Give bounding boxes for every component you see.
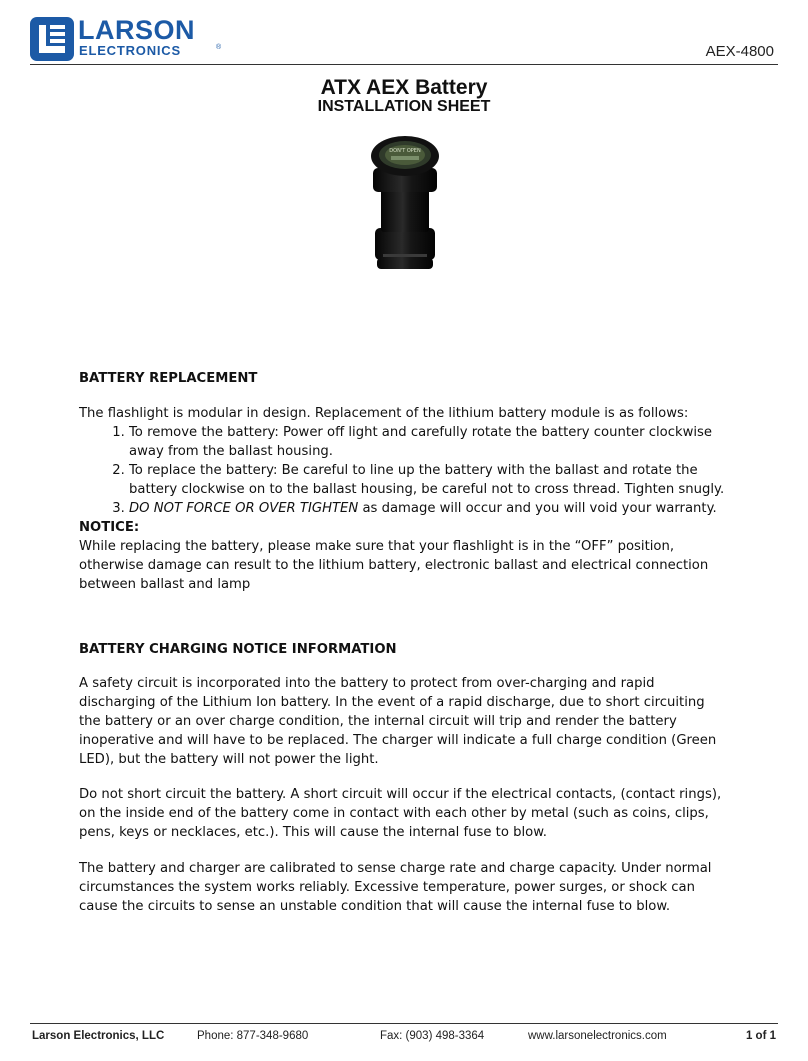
footer-phone: Phone: 877-348-9680 (197, 1030, 309, 1042)
battery-replacement-heading: BATTERY REPLACEMENT (79, 371, 258, 386)
larson-logo-icon (30, 17, 74, 61)
footer-fax: Fax: (903) 498-3364 (380, 1030, 485, 1042)
charging-paragraph-text: A safety circuit is incorporated into the battery to protect from over-charging and rapid discharging of the Lithium Ion battery. In the event of a rapid discharge, due to short circuiting the battery or an over charge condition, the internal circuit will trip and render the battery inoperative and will have to be replaced. The charger will indicate a full charge condition (Green LED), but the battery will not power the light. (79, 676, 717, 767)
company-logo (30, 15, 222, 65)
charging-notice-heading: BATTERY CHARGING NOTICE INFORMATION (79, 642, 397, 657)
replacement-step (129, 499, 729, 518)
replacement-steps (79, 423, 729, 518)
product-label-text: DON'T OPEN (389, 148, 421, 154)
step-text: as damage will occur and you will void your warranty. (358, 501, 717, 516)
charging-paragraph (79, 674, 729, 769)
charging-paragraph-text: The battery and charger are calibrated to sense charge rate and charge capacity. Under normal circumstances the system works reliably. Excessive temperature, power surges, or shock can cause the circuits to sense an unstable condition that will cause the internal fuse to blow. (79, 861, 712, 914)
logo-word-electronics: ELECTRONICS (79, 43, 181, 58)
replacement-step (129, 461, 729, 499)
footer-page-number: 1 of 1 (745, 1030, 776, 1042)
charging-paragraph (79, 859, 729, 916)
footer-website: www.larsonelectronics.com (528, 1030, 667, 1042)
battery-product-image (355, 133, 455, 275)
step-text: To replace the battery: Be careful to line up the battery with the ballast and rotate the battery clockwise on to the ballast housing, be careful not to cross thread. Tighten snugly. (129, 463, 725, 497)
header-divider (30, 64, 778, 65)
document-title: ATX AEX Battery (320, 76, 488, 99)
notice-label: NOTICE: (79, 520, 140, 535)
step-warning: DO NOT FORCE OR OVER TIGHTEN (129, 501, 359, 516)
footer-company: Larson Electronics, LLC (32, 1030, 165, 1042)
step-text: To remove the battery: Power off light and carefully rotate the battery counter clockwise away from the ballast housing. (129, 425, 713, 459)
logo-word-larson: LARSON (78, 15, 195, 45)
replacement-step (129, 423, 729, 461)
charging-paragraph-text: Do not short circuit the battery. A short circuit will occur if the electrical contacts, (contact rings), on the inside end of the battery come in contact with each other by metal (such as coins, clips, pens, keys or necklaces, etc.). This will cause the internal fuse to blow. (79, 787, 722, 840)
document-subtitle: INSTALLATION SHEET (317, 98, 491, 115)
battery-replacement-section (79, 404, 729, 594)
footer-divider (30, 1023, 778, 1024)
charging-paragraph (79, 785, 729, 842)
replacement-intro: The flashlight is modular in design. Replacement of the lithium battery module is as follows: (79, 406, 689, 421)
registered-mark: ® (216, 44, 222, 51)
notice-text: While replacing the battery, please make sure that your flashlight is in the “OFF” position, otherwise damage can result to the lithium battery, electronic ballast and electrical connection between ballast and lamp (79, 539, 709, 592)
model-number: AEX-4800 (705, 43, 774, 60)
